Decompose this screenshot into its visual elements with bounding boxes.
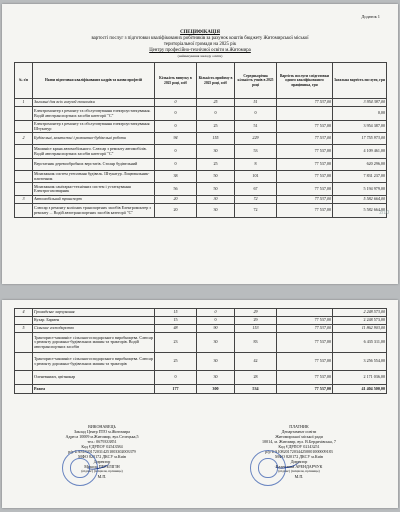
table-row — [15, 371, 387, 385]
row-number: 2 — [15, 133, 33, 145]
row-profession: Електромонтер з ремонту та обслуговування електроустаткування Штукатур — [33, 121, 155, 133]
specification-table-page-1 — [14, 62, 387, 218]
row-admission: 25 — [197, 159, 235, 171]
row-unit-cost: 77 537,00 — [277, 183, 333, 196]
specification-table-page-2 — [14, 308, 387, 394]
row-unit-cost: 77 537,00 — [277, 204, 333, 218]
row-graduates: 0 — [155, 99, 197, 107]
row-profession: Будівельні, монтажні і ремонтно-будівельні роботи — [33, 133, 155, 145]
row-number — [15, 159, 33, 171]
table-row — [15, 171, 387, 183]
row-graduates: 25 — [155, 353, 197, 371]
payer-address: 10014, м. Житомир, вул. В.Бердичівська, 7 — [262, 439, 336, 444]
row-profession: Верстатник деревообробних верстатів. Столяр будівельний — [33, 159, 155, 171]
row-average-students: 42 — [235, 353, 277, 371]
row-unit-cost: 77 537,00 — [277, 333, 333, 353]
row-average-students: 72 — [235, 204, 277, 218]
payer-role: ПЛАТНИК — [289, 424, 309, 429]
specification-page-2 — [2, 300, 398, 508]
header-graduates: Кількість випуску в 2025 році, осіб — [155, 63, 197, 99]
row-unit-cost: 77 537,00 — [277, 385, 333, 394]
table-row — [15, 121, 387, 133]
row-average-students: 229 — [235, 133, 277, 145]
row-graduates: 15 — [155, 309, 197, 317]
row-total-cost: 41 404 500,00 — [333, 385, 387, 394]
table-body-page-1 — [15, 99, 387, 218]
table-row — [15, 353, 387, 371]
page-number: 2/10 — [379, 210, 389, 216]
row-unit-cost: 77 537,00 — [277, 317, 333, 325]
row-unit-cost: 77 537,00 — [277, 133, 333, 145]
row-total-cost: 2 171 036,00 — [333, 371, 387, 385]
payer-edrpou: Код ЄДРПОУ 02143251 — [278, 444, 320, 449]
row-average-students: 29 — [235, 317, 277, 325]
row-unit-cost: 77 537,00 — [277, 121, 333, 133]
row-unit-cost — [277, 107, 333, 121]
payer-position: Директор — [290, 459, 308, 464]
row-graduates: 0 — [155, 121, 197, 133]
row-average-students: 53 — [235, 145, 277, 159]
table-row — [15, 99, 387, 107]
row-total-cost: 2 248 573,00 — [333, 317, 387, 325]
row-number — [15, 145, 33, 159]
row-total-cost: 2 248 573,00 — [333, 309, 387, 317]
row-unit-cost: 77 537,00 — [277, 171, 333, 183]
row-graduates: 0 — [155, 371, 197, 385]
row-number — [15, 333, 33, 353]
row-profession: Тракторист-машиніст сільськогосподарського виробництва. Слюсар з ремонту дорожньо-будівельних машин та тракторів. Водій автотранспортних засобів — [33, 333, 155, 353]
row-average-students: 51 — [235, 99, 277, 107]
row-average-students: 72 — [235, 196, 277, 204]
contractor-stamp-label: М.П. — [97, 474, 107, 479]
row-average-students: 67 — [235, 183, 277, 196]
row-graduates: 20 — [155, 204, 197, 218]
row-total-cost: 4 109 461,00 — [333, 145, 387, 159]
table-row — [15, 145, 387, 159]
contractor-director-name: Микола ПЕРЕЛІГІН — [84, 464, 120, 469]
row-number — [15, 385, 33, 394]
row-total-cost: 7 831 237,00 — [333, 171, 387, 183]
row-admission: 0 — [197, 317, 235, 325]
row-graduates: 94 — [155, 133, 197, 145]
row-number — [15, 107, 33, 121]
table-row — [15, 317, 387, 325]
table-row — [15, 333, 387, 353]
header-admission: Кількість прийому в 2025 році, осіб — [197, 63, 235, 99]
payer-account: р/р UA108201720344250001000009183 — [265, 449, 333, 454]
row-total-cost: 5 582 664,00 — [333, 196, 387, 204]
payer-sign-note: (підпис) (ініціали, прізвище) — [278, 469, 320, 473]
row-number: 3 — [15, 196, 33, 204]
row-profession: Тракторист-машиніст сільськогосподарського виробництва. Слюсар з ремонту дорожньо-будівельних машин та тракторів — [33, 353, 155, 371]
row-average-students: 8 — [235, 159, 277, 171]
table-body-page-2 — [15, 309, 387, 394]
row-admission: 300 — [197, 385, 235, 394]
row-total-cost: 11 862 903,00 — [333, 325, 387, 333]
row-number — [15, 121, 33, 133]
table-row — [15, 325, 387, 333]
payer-bank: МФО 820172 ДКСУ м.Київ — [275, 454, 323, 459]
document-title: СПЕЦИФІКАЦІЯ — [180, 30, 220, 35]
table-header-row — [15, 63, 387, 99]
row-graduates: 56 — [155, 183, 197, 196]
row-profession: Автомобільний транспорт — [33, 196, 155, 204]
row-average-students: 0 — [235, 107, 277, 121]
row-unit-cost — [277, 309, 333, 317]
payer-org: Департамент освіти — [281, 429, 317, 434]
row-admission: 90 — [197, 325, 235, 333]
row-profession: Електромонтер з ремонту та обслуговування електроустаткування. Водій автотранспортних засобів категорії "С" — [33, 107, 155, 121]
row-graduates: 20 — [155, 196, 197, 204]
row-unit-cost: 77 537,00 — [277, 145, 333, 159]
row-admission: 30 — [197, 145, 235, 159]
contractor-bank: МФО 820172 ДКСУ м.Київ — [78, 454, 126, 459]
row-average-students: 153 — [235, 325, 277, 333]
row-number — [15, 371, 33, 385]
row-graduates: 177 — [155, 385, 197, 394]
header-unit-cost: Вартість послуги з підготовки одного кваліфікованого працівника, грн — [277, 63, 333, 99]
institution-note: (найменування закладу освіти) — [177, 54, 223, 58]
row-admission: 50 — [197, 183, 235, 196]
header-number: № з/п — [15, 63, 33, 99]
row-total-cost: 17 755 973,00 — [333, 133, 387, 145]
payer-org-line-2: Житомирської міської ради — [275, 434, 323, 439]
row-admission: 25 — [197, 121, 235, 133]
contractor-sign-note: (підпис) (ініціали, прізвище) — [81, 469, 123, 473]
row-profession: Слюсар з ремонту колісних транспортних засобів Електромонтер з ремонту ... Водій автотранспортних засобів категорії "С" — [33, 204, 155, 218]
row-unit-cost: 77 537,00 — [277, 353, 333, 371]
row-profession: Кухар. Бармен — [33, 317, 155, 325]
row-admission: 30 — [197, 196, 235, 204]
row-total-cost: 3 256 554,00 — [333, 353, 387, 371]
row-unit-cost: 77 537,00 — [277, 325, 333, 333]
row-unit-cost: 77 537,00 — [277, 99, 333, 107]
header-average-students: Середньорічна кількість учнів в 2025 році — [235, 63, 277, 99]
contractor-address: Адреса 10009 м.Житомир, вул.Селецька,5 — [65, 434, 139, 439]
row-admission: 155 — [197, 133, 235, 145]
header-total-cost: Загальна вартість послуги, грн — [333, 63, 387, 99]
row-profession: Машиніст крана автомобільного. Слюсар з ремонту автомобілів. Водій автотранспортних засобів категорії "С" — [33, 145, 155, 159]
row-average-students: 101 — [235, 171, 277, 183]
row-admission: 25 — [197, 99, 235, 107]
row-profession: Разом — [33, 385, 155, 394]
table-row — [15, 183, 387, 196]
row-average-students: 28 — [235, 371, 277, 385]
row-admission: 0 — [197, 107, 235, 121]
table-row — [15, 107, 387, 121]
contractor-phone: тел.: 0679333851 — [87, 439, 117, 444]
row-graduates: 0 — [155, 107, 197, 121]
row-admission: 30 — [197, 371, 235, 385]
row-number: 5 — [15, 325, 33, 333]
row-number — [15, 353, 33, 371]
row-graduates: 48 — [155, 325, 197, 333]
row-graduates: 0 — [155, 159, 197, 171]
row-profession: Монтажник систем утеплення будівель. Штукатур. Лицювальник-плиточник — [33, 171, 155, 183]
specification-page-1 — [2, 4, 398, 284]
row-profession: Монтажник санітарно-технічних систем і устаткування Електрогазозварник — [33, 183, 155, 196]
row-number: 4 — [15, 309, 33, 317]
row-unit-cost: 77 537,00 — [277, 159, 333, 171]
contractor-edrpou: Код ЄДРПОУ 02543584 — [81, 444, 123, 449]
row-profession: Оленевнижч, цвітникар — [33, 371, 155, 385]
contractor-org: Заклад Центр ПТО м.Житомира — [74, 429, 130, 434]
row-graduates: 15 — [155, 317, 197, 325]
row-number: 1 — [15, 99, 33, 107]
contractor-account: р/р UA818201720314251003302003379 — [68, 449, 136, 454]
row-admission: 30 — [197, 333, 235, 353]
row-profession: Громадське харчування — [33, 309, 155, 317]
document-subtitle-line-1: вартості послуг з підготовки кваліфікованих робітників за рахунок коштів бюджету Житомирської міської — [91, 36, 309, 41]
table-row — [15, 159, 387, 171]
row-unit-cost: 77 537,00 — [277, 196, 333, 204]
row-graduates: 23 — [155, 333, 197, 353]
row-average-students: 83 — [235, 333, 277, 353]
institution-name: Центру професійно-технічної освіти м.Житомира — [149, 48, 251, 53]
row-profession: Загальні для всіх галузей економіки — [33, 99, 155, 107]
contractor-position: Директор — [93, 459, 111, 464]
row-number — [15, 171, 33, 183]
row-number — [15, 204, 33, 218]
payer-stamp-label: М.П. — [294, 474, 304, 479]
row-total-cost: 6 435 311,00 — [333, 333, 387, 353]
row-admission: 30 — [197, 204, 235, 218]
row-profession: Сільське господарство — [33, 325, 155, 333]
row-average-students: 29 — [235, 309, 277, 317]
row-admission: 30 — [197, 353, 235, 371]
row-average-students: 534 — [235, 385, 277, 394]
attachment-label: Додаток 1 — [361, 14, 380, 19]
row-number — [15, 317, 33, 325]
total-row — [15, 385, 387, 394]
header-profession: Назви підготовки кваліфікованих кадрів та назви професій — [33, 63, 155, 99]
contractor-role: ВИКОНАВЕЦЬ — [88, 424, 116, 429]
table-row — [15, 204, 387, 218]
row-total-cost: 3 954 387,00 — [333, 121, 387, 133]
row-admission: 0 — [197, 309, 235, 317]
row-unit-cost: 77 537,00 — [277, 371, 333, 385]
table-row — [15, 196, 387, 204]
row-total-cost: 3 954 387,00 — [333, 99, 387, 107]
document-subtitle-line-2: територіальної громади на 2025 рік — [163, 42, 237, 47]
row-total-cost: 5 582 664,00 — [333, 204, 387, 218]
row-number — [15, 183, 33, 196]
row-admission: 50 — [197, 171, 235, 183]
table-row — [15, 133, 387, 145]
payer-director-name: Валентина АРЕНДАРЧУК — [275, 464, 323, 469]
table-row — [15, 309, 387, 317]
row-total-cost: 5 194 979,00 — [333, 183, 387, 196]
row-graduates: 0 — [155, 145, 197, 159]
row-total-cost: 620 296,00 — [333, 159, 387, 171]
row-graduates: 38 — [155, 171, 197, 183]
row-total-cost: 0,00 — [333, 107, 387, 121]
row-average-students: 51 — [235, 121, 277, 133]
